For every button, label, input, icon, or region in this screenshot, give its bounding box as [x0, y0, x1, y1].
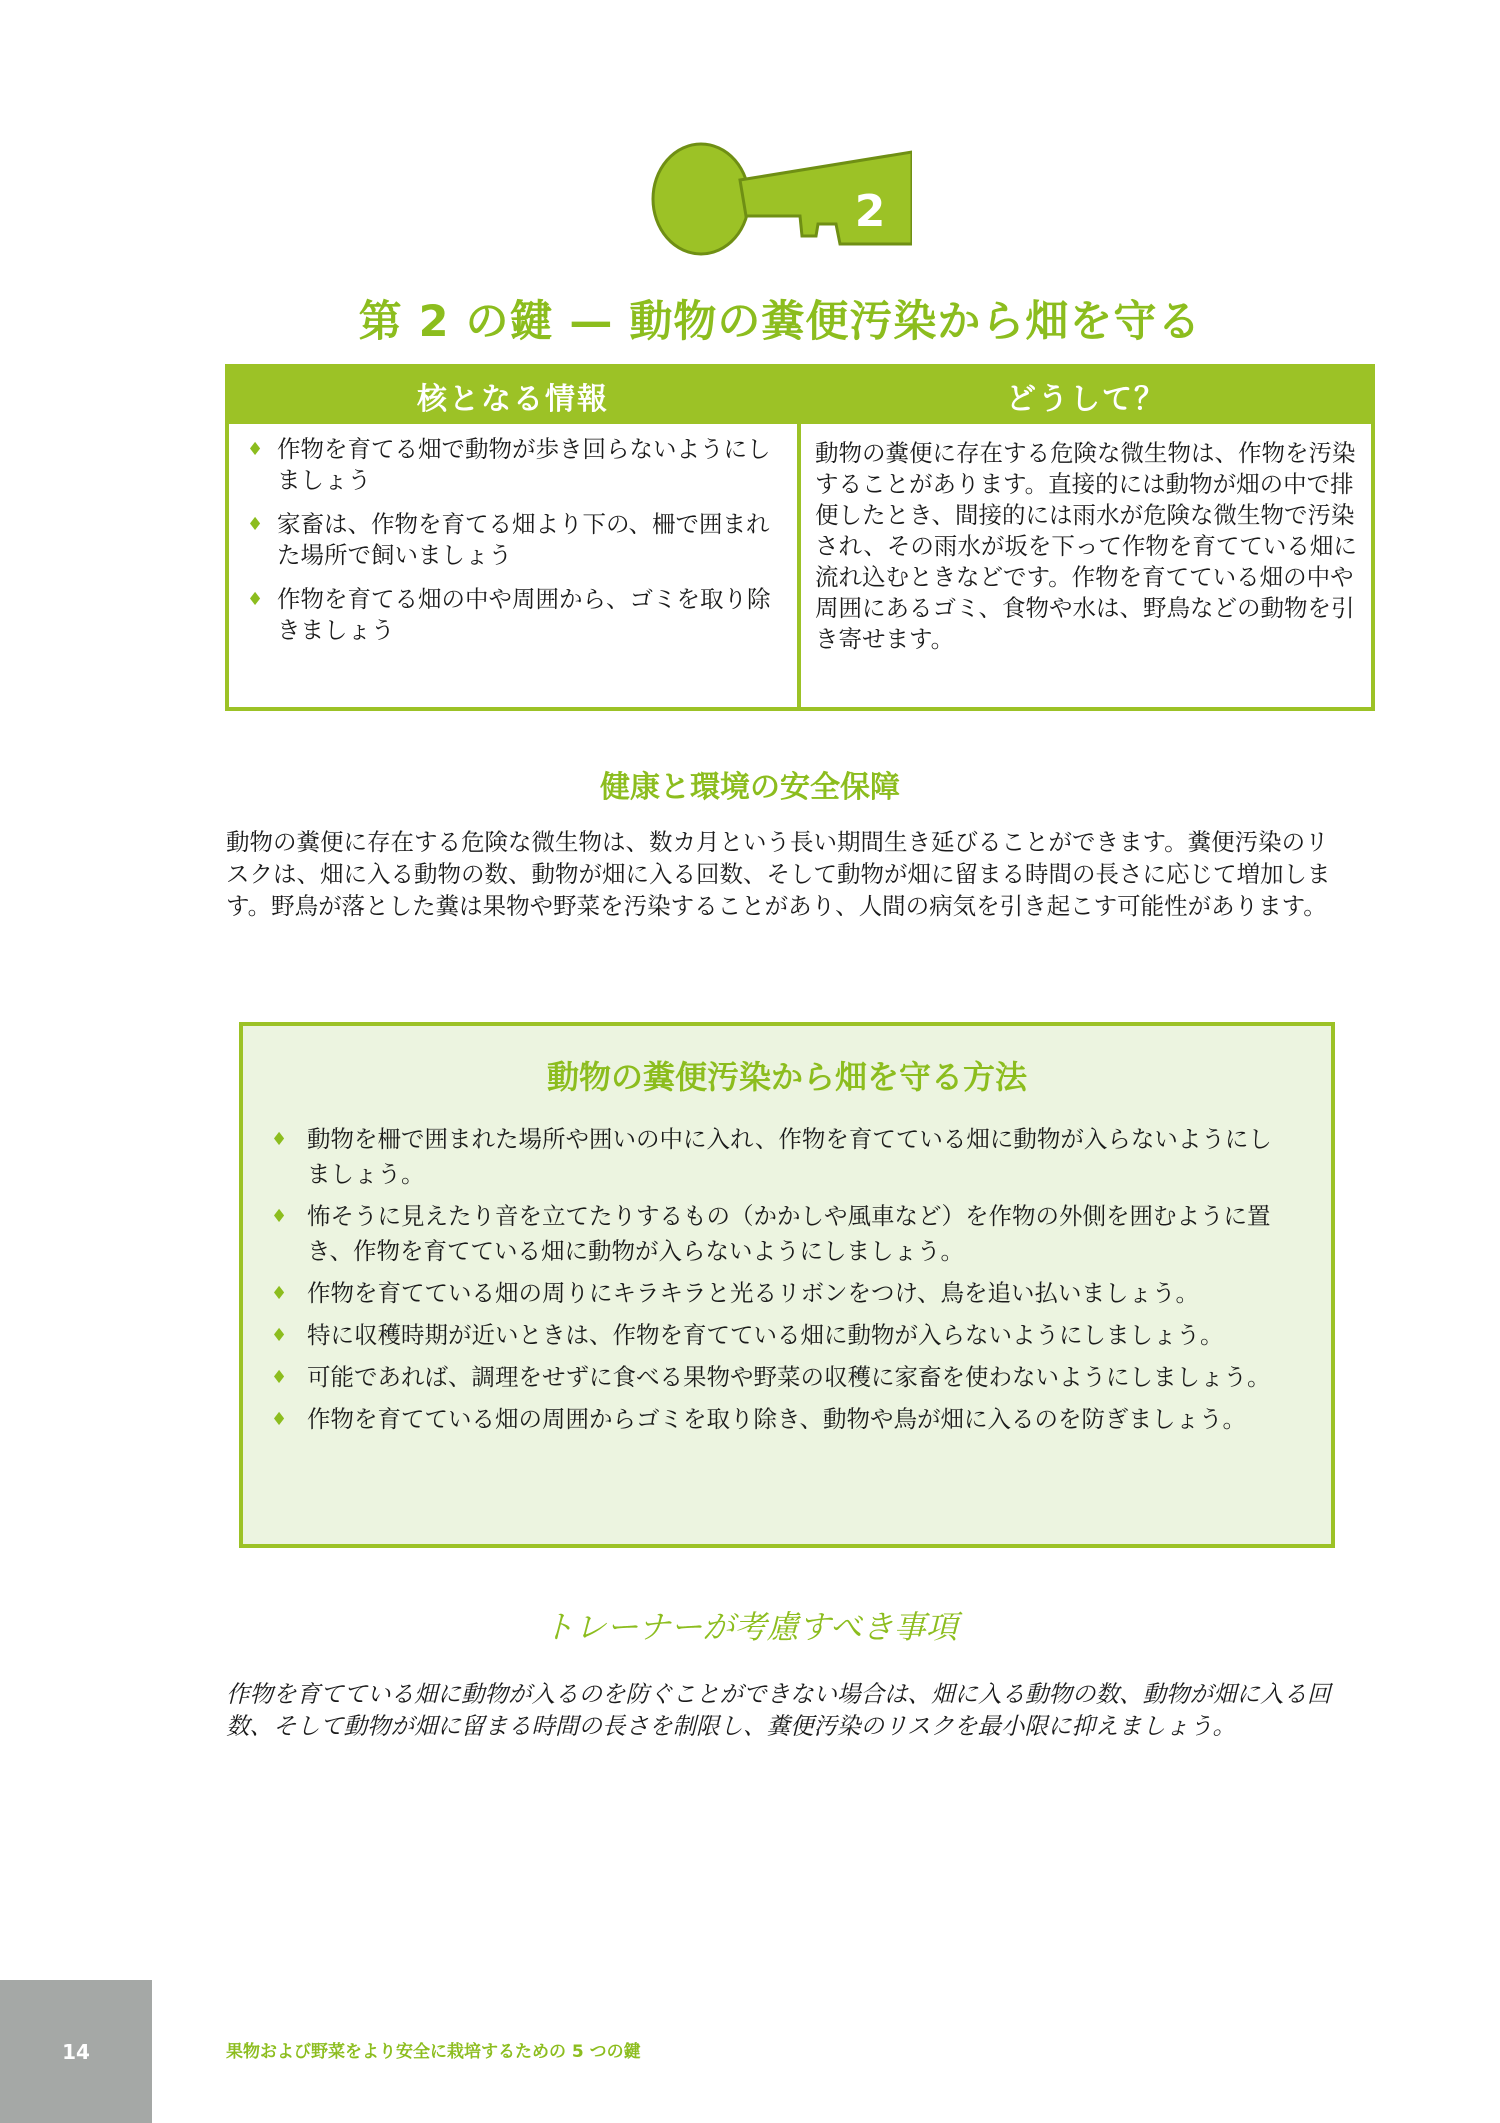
why-column [801, 368, 1371, 707]
diamond-bullet-icon: ♦ [271, 1206, 288, 1227]
health-heading: 健康と環境の安全保障 [600, 770, 900, 805]
trainer-heading: トレーナーが考慮すべき事項 [542, 1608, 958, 1646]
why-header: どうして？ [801, 368, 1371, 424]
diamond-bullet-icon: ♦ [247, 439, 264, 460]
diamond-bullet-icon: ♦ [271, 1283, 288, 1304]
page-title: 第 2 の鍵 — 動物の糞便汚染から畑を守る [358, 297, 1202, 347]
methods-list [243, 1122, 1331, 1437]
footer-title: 果物および野菜をより安全に栽培するための 5 つの鍵 [226, 2042, 641, 2062]
diamond-bullet-icon: ♦ [271, 1129, 288, 1150]
list-item: ♦ 作物を育てている畑の周りにキラキラと光るリボンをつけ、鳥を追い払いましょう。 [257, 1276, 1291, 1311]
list-item: ♦ 作物を育てている畑の周囲からゴミを取り除き、動物や鳥が畑に入るのを防ぎましょう。 [257, 1402, 1291, 1437]
why-text: 動物の糞便に存在する危険な微生物は、作物を汚染することがあります。直接的には動物が畑の中で排便したとき、間接的には雨水が危険な微生物で汚染され、その雨水が坂を下って作物を育てている畑に流れ込むときなどです。作物を育てている畑の中や周囲にあるゴミ、食物や水は、野鳥などの動物を引き寄せます。 [815, 439, 1357, 653]
list-item: ♦ 特に収穫時期が近いときは、作物を育てている畑に動物が入らないようにしましょう。 [257, 1318, 1291, 1353]
list-item: ♦ 家畜は、作物を育てる畑より下の、柵で囲まれた場所で飼いましょう [247, 510, 770, 569]
list-item: ♦ 作物を育てる畑で動物が歩き回らないようにしましょう [247, 435, 771, 494]
page-number: 14 [62, 2039, 90, 2064]
diamond-bullet-icon: ♦ [271, 1409, 288, 1430]
diamond-bullet-icon: ♦ [271, 1325, 288, 1346]
key-icon [650, 140, 912, 258]
core-info-list [243, 434, 783, 646]
trainer-paragraph: 作物を育てている畑に動物が入るのを防ぐことができない場合は、畑に入る動物の数、動物が畑に入る回数、そして動物が畑に留まる時間の長さを制限し、糞便汚染のリスクを最小限に抑えましょう。 [226, 1680, 1331, 1740]
diamond-bullet-icon: ♦ [247, 589, 264, 610]
key-number: 2 [854, 186, 886, 237]
diamond-bullet-icon: ♦ [271, 1367, 288, 1388]
diamond-bullet-icon: ♦ [247, 514, 264, 535]
methods-heading: 動物の糞便汚染から畑を守る方法 [546, 1058, 1027, 1096]
key-info-table [225, 364, 1375, 711]
list-item: ♦ 怖そうに見えたり音を立てたりするもの（かかしや風車など）を作物の外側を囲むように置き、作物を育てている畑に動物が入らないようにしましょう。 [257, 1199, 1291, 1269]
health-paragraph: 動物の糞便に存在する危険な微生物は、数カ月という長い期間生き延びることができます。糞便汚染のリスクは、畑に入る動物の数、動物が畑に入る回数、そして動物が畑に留まる時間の長さに応じて増加します。野鳥が落とした糞は果物や野菜を汚染することがあり、人間の病気を引き起こす可能性があります。 [226, 828, 1331, 920]
page-number-box [0, 1980, 152, 2123]
core-info-column [229, 368, 801, 707]
list-item: ♦ 動物を柵で囲まれた場所や囲いの中に入れ、作物を育てている畑に動物が入らないようにしましょう。 [257, 1122, 1291, 1192]
core-info-header: 核となる情報 [229, 368, 797, 424]
list-item: ♦ 可能であれば、調理をせずに食べる果物や野菜の収穫に家畜を使わないようにしましょう。 [257, 1360, 1291, 1395]
methods-box [239, 1022, 1335, 1548]
list-item: ♦ 作物を育てる畑の中や周囲から、ゴミを取り除きましょう [247, 585, 771, 644]
